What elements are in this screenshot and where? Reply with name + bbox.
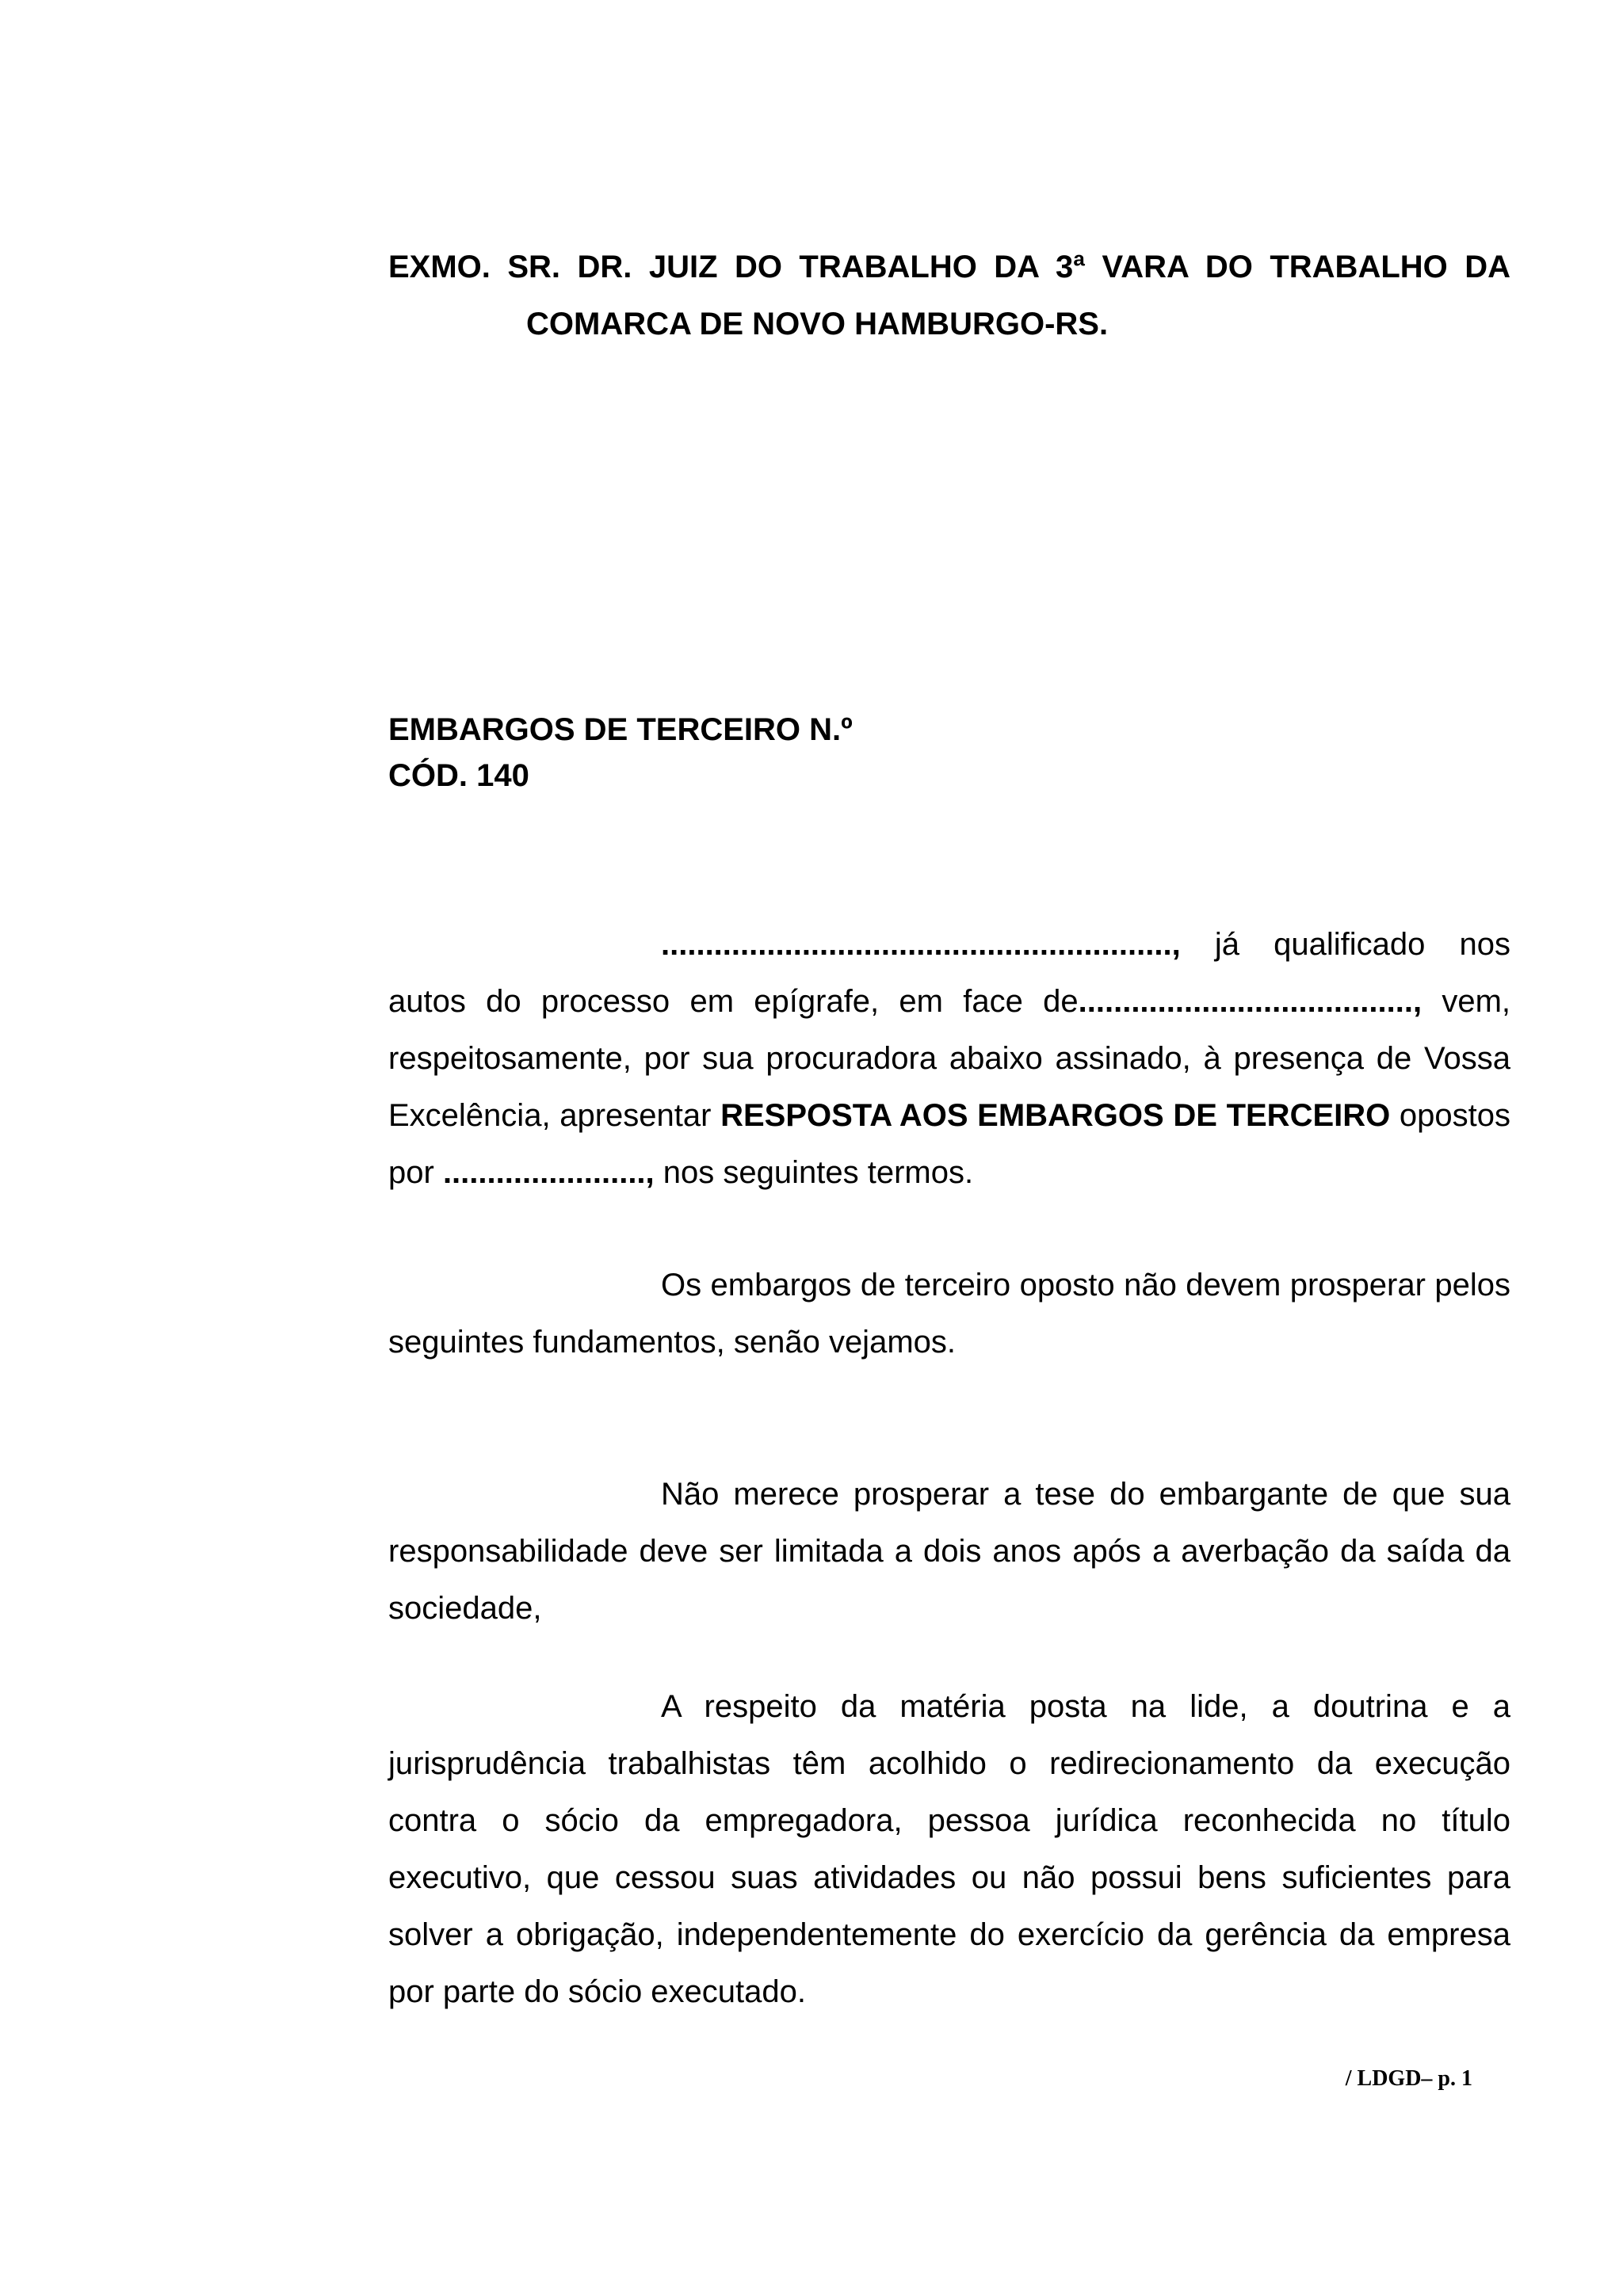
addressee-line-2: COMARCA DE NOVO HAMBURGO-RS. (526, 307, 1109, 341)
opposing-party-placeholder: ......................................, (1078, 984, 1423, 1019)
response-title: RESPOSTA AOS EMBARGOS DE TERCEIRO (720, 1098, 1391, 1133)
party-name-placeholder: .........................................................., (661, 927, 1181, 962)
case-code: CÓD. 140 (388, 758, 529, 793)
opening-text-1: já qualificado nos autos do processo em epígrafe, em face de (388, 927, 1510, 1019)
opening-text-4: nos seguintes termos. (654, 1155, 974, 1190)
embargante-placeholder: ......................., (442, 1155, 655, 1190)
case-reference: EMBARGOS DE TERCEIRO N.º (388, 712, 853, 747)
doctrine-paragraph: A respeito da matéria posta na lide, a doutrina e a jurisprudência trabalhistas têm acolhido o redirecionamento da execução contra o sócio da empregadora, pessoa jurídica reconhecida no título executivo, que cessou suas atividades ou não possui bens suficientes para solver a obrigação, independentemente do exercício da gerência da empresa por parte do sócio executado. (388, 1689, 1510, 2009)
addressee-line-1: EXMO. SR. DR. JUIZ DO TRABALHO DA 3ª VARA DO TRABALHO DA (388, 250, 1510, 284)
argument-paragraph: Não merece prosperar a tese do embargante de que sua responsabilidade deve ser limitada a dois anos após a averbação da saída da sociedade, (388, 1477, 1510, 1626)
page-footer: / LDGD– p. 1 (1345, 2066, 1472, 2091)
grounds-intro-paragraph: Os embargos de terceiro oposto não devem prosperar pelos seguintes fundamentos, senão vejamos. (388, 1268, 1510, 1360)
opening-text-3: opostos por (388, 1098, 1510, 1190)
opening-text-2: vem, respeitosamente, por sua procuradora abaixo assinado, à presença de Vossa Excelência, apresentar (388, 984, 1511, 1133)
opening-paragraph (388, 916, 1510, 1201)
